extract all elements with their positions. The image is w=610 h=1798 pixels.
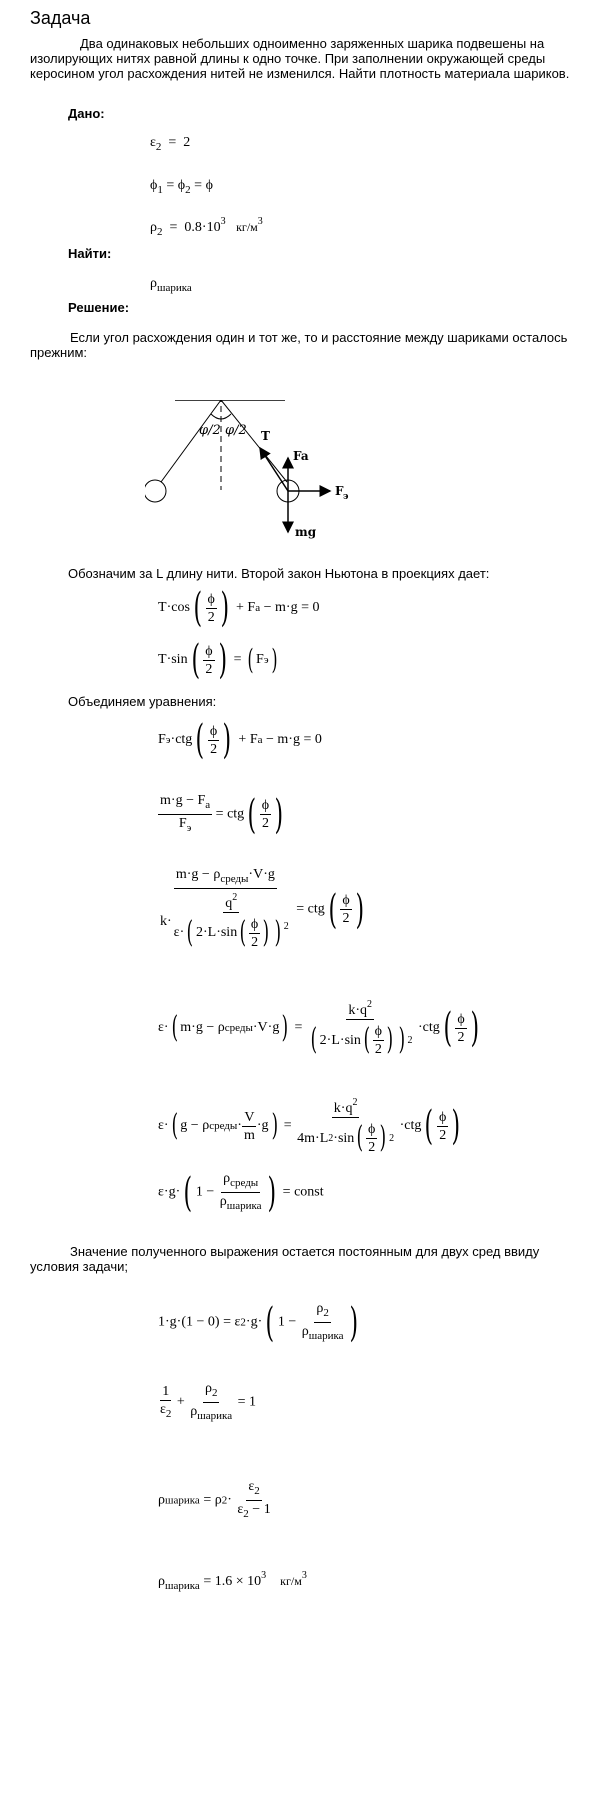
paragraph-newton: Обозначим за L длину нити. Второй закон Ньютона в проекциях дает:: [68, 566, 490, 581]
left-thread: [161, 400, 221, 482]
given-phi: $\phi_1 = \phi_2 = \phi$: [150, 178, 213, 196]
equation-2: T·sin( $\frac{\phi}{2}$ ) = ( Fэ): [158, 637, 278, 683]
equation-8: ε·g·( 1 − $\frac{\rho_{среды}}{\rho_{шарика}}$ ) = const: [158, 1169, 324, 1216]
equation-3: Fэ·ctg( $\frac{\phi}{2}$ ) + Fa − m·g = 0: [158, 717, 322, 763]
equation-1: T·cos( $\frac{\phi}{2}$ ) + Fa − m·g = 0: [158, 585, 320, 631]
find-label: Найти:: [68, 246, 112, 261]
given-eps: $\varepsilon_2 = 2$: [150, 135, 191, 153]
problem-statement: Два одинаковых небольших одноименно заряженных шарика подвешены на изолирующих нитях равной длины к одно точке. При заполнении окружающей среды керосином угол расхождения нитей не изменился. Найти плотность материала шариков.: [30, 36, 570, 81]
equation-4: $\frac{m\cdot g - F_a}{F_э}$ = ctg( $\frac{\phi}{2}$ ): [160, 791, 284, 838]
solution-label: Решение:: [68, 300, 130, 315]
paragraph-distance: Если угол расхождения один и тот же, то и расстояние между шариками осталось прежним:: [30, 330, 568, 360]
label-T: T: [261, 429, 270, 443]
label-Fe: F: [335, 484, 344, 498]
label-Fe-sub: э: [343, 492, 349, 502]
angle-label-left: φ/2: [199, 423, 221, 438]
label-mg: mg: [295, 525, 317, 539]
equation-11: ρшарика = ρ2· $\frac{\varepsilon_2}{\varepsilon_2 - 1}$: [158, 1479, 271, 1520]
equation-6: ε·( m·g − ρсреды·V·g) = $k\cdot q^2$ ( 2 · L · sin ( $\frac{\phi}{2}$ ) ) 2 ·ctg( $\frac{\phi}{2}$ ): [158, 996, 482, 1060]
label-Fa: Fa: [293, 449, 309, 463]
page-title: Задача: [30, 8, 91, 28]
tension-arrow: [260, 448, 288, 491]
equation-10: $\frac{1}{\varepsilon_2}$ + $\frac{\rho_2}{\rho_{шарика}}$ = 1: [160, 1381, 257, 1422]
equation-9: 1·g·(1 − 0) = ε2·g·( 1 − $\frac{\rho_2}{\rho_{шарика}}$ ): [158, 1299, 358, 1346]
equation-7: ε·( g − ρсреды· $\frac{V}{m}$ ·g) = $k\cdot q^2$ 4m · L 2 · sin ( $\frac{\phi}{2}$ ) 2 ·ctg( $\frac{\phi}{2}$ ): [158, 1094, 464, 1158]
find-rho: $\rho_{шарика}$: [150, 276, 192, 294]
final-answer: $\rho_{шарика} = 1.6 \times 10^3$ $кг/м^3$: [158, 1570, 307, 1592]
right-thread: [221, 400, 287, 482]
angle-label-right: φ/2: [225, 423, 247, 438]
left-ball: [145, 480, 166, 502]
given-label: Дано:: [68, 106, 105, 121]
given-rho: $\rho_2 = 0.8\cdot 10^3$ $кг/м^3$: [150, 216, 263, 238]
paragraph-combine: Объединяем уравнения:: [68, 694, 217, 709]
equation-5: $m\cdot g - \rho_{среды}\cdot V\cdot g$ k · $q^2$ ε·( 2·L·sin( $\frac{\phi}{2}$ ) ) $^2$ = ctg( $\frac{\phi}{2}$ ): [160, 867, 364, 950]
paragraph-const: Значение полученного выражения остается постоянным для двух сред ввиду условия задачи;: [30, 1244, 540, 1274]
